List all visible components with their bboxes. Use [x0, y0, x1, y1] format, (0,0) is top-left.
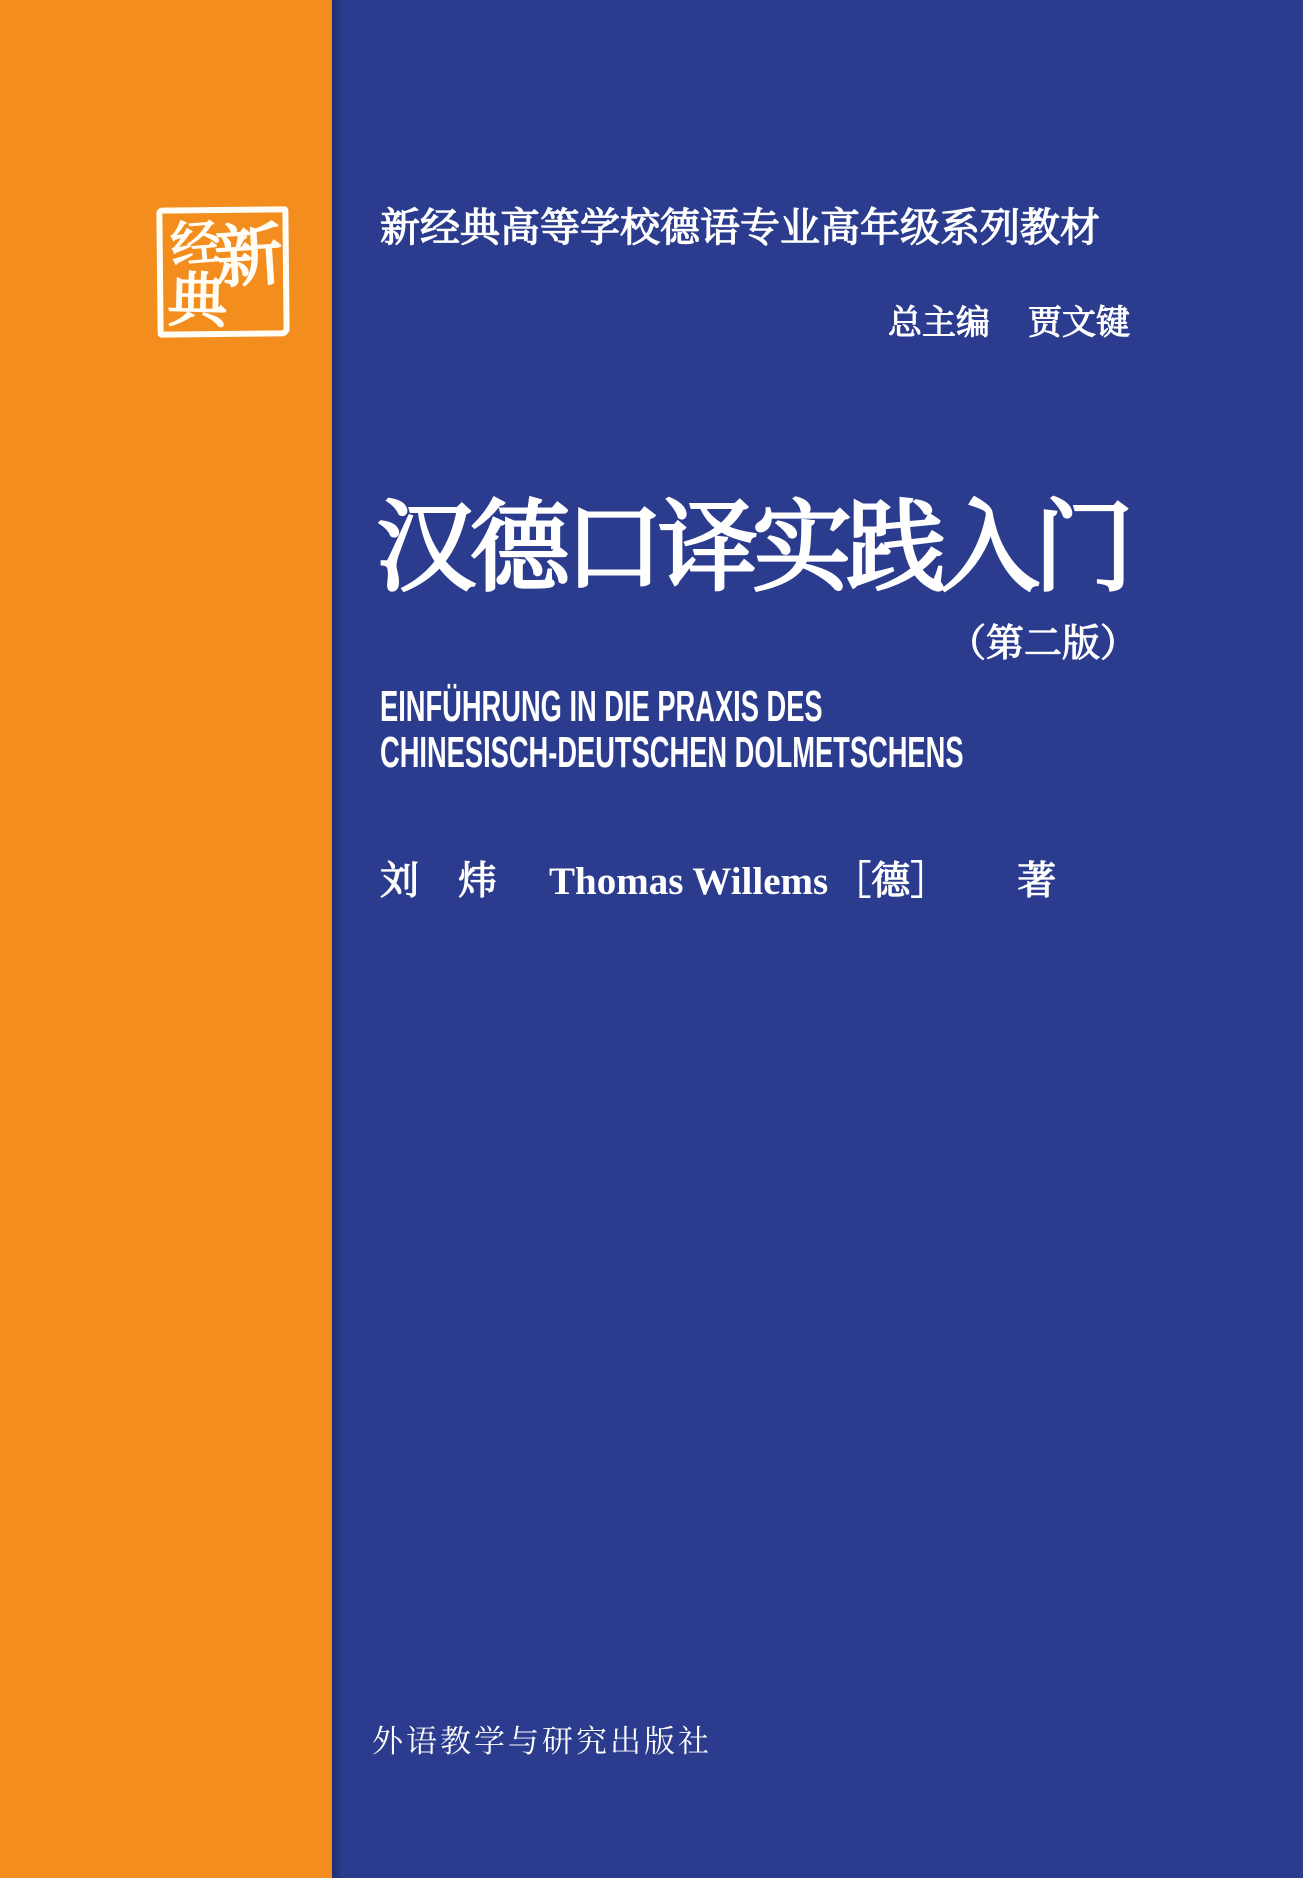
editor-line	[380, 295, 1130, 344]
author-name-foreign: Thomas Willems	[549, 860, 829, 903]
author-nationality-tag: ［德］	[832, 860, 950, 903]
author-role-label: 著	[1017, 860, 1057, 903]
author-name-chinese: 刘 炜	[380, 860, 498, 903]
seal-char-dian: 典	[166, 267, 229, 335]
seal-char-jing: 经	[168, 214, 223, 275]
xinjingdian-seal-logo	[156, 206, 289, 337]
publisher-name: 外语教学与研究出版社	[372, 1724, 712, 1759]
editor-role-label: 总主编	[888, 305, 990, 342]
edition-label: （第二版）	[948, 623, 1139, 665]
seal-char-xin: 新	[212, 216, 286, 297]
bottom-white-margin	[0, 1878, 1303, 1896]
series-title: 新经典高等学校德语专业高年级系列教材	[380, 205, 1100, 250]
author-line	[380, 850, 1056, 906]
book-title-german-line1: EINFÜHRUNG IN DIE PRAXIS DES	[380, 682, 823, 731]
book-title-chinese: 汉德口译实践入门	[376, 492, 1128, 604]
book-title-german-line2: CHINESISCH-DEUTSCHEN DOLMETSCHENS	[380, 728, 964, 777]
spine-fold-shadow	[332, 0, 342, 1878]
editor-name: 贾文键	[1028, 305, 1130, 342]
book-title-german	[380, 684, 964, 776]
